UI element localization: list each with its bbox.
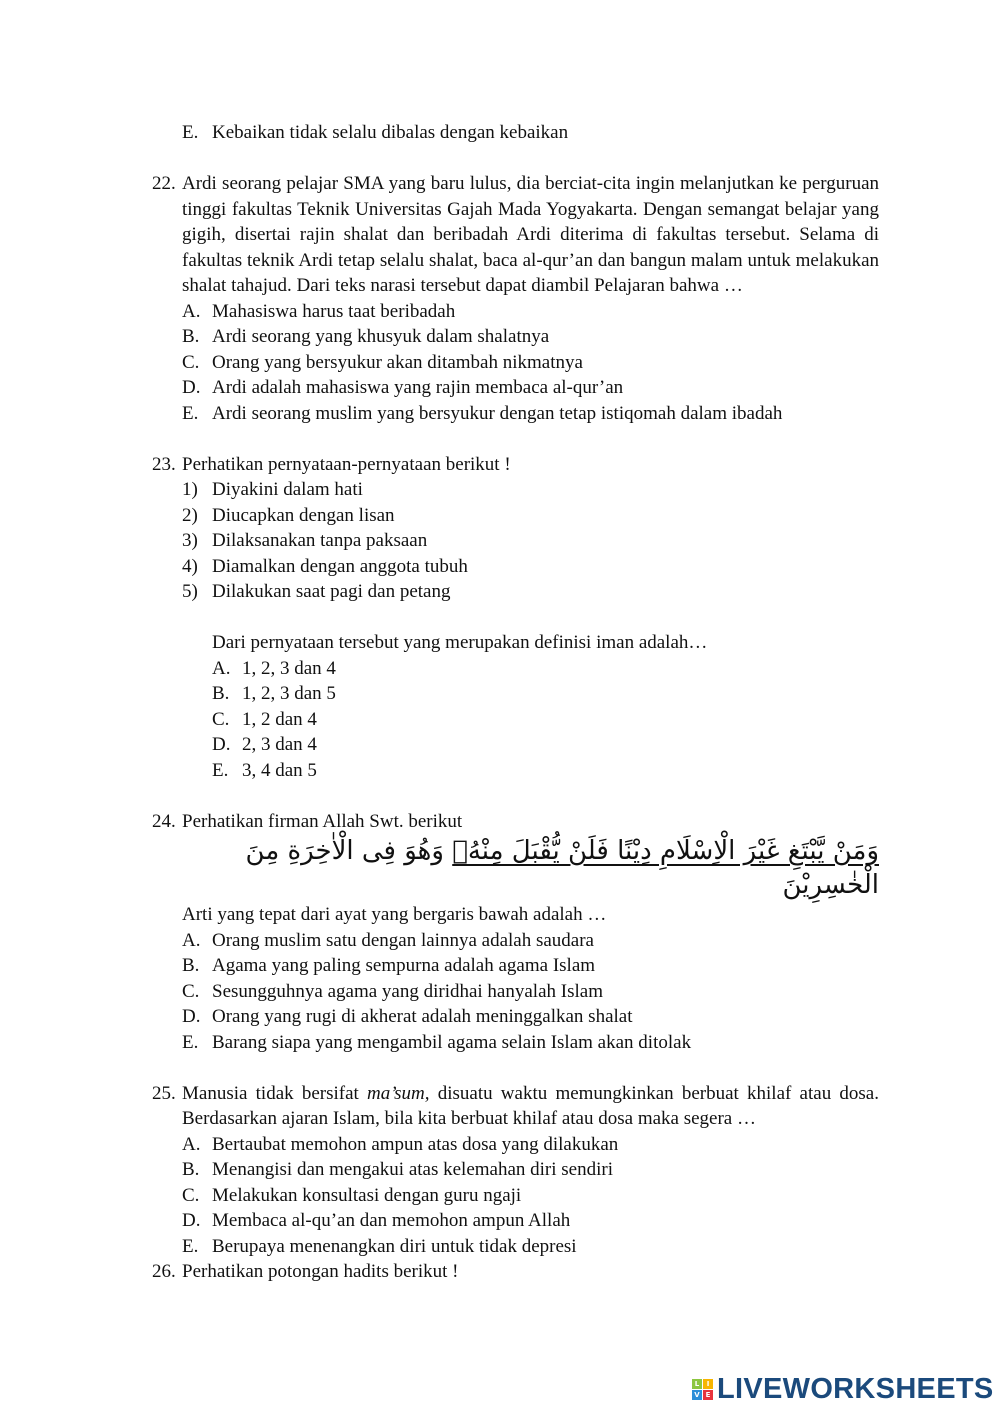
option: C. Orang yang bersyukur akan ditambah nikmatnya [182, 351, 583, 373]
option-text: Kebaikan tidak selalu dibalas dengan kebaikan [212, 122, 569, 143]
option: E. Ardi seorang muslim yang bersyukur dengan tetap istiqomah dalam ibadah [182, 402, 783, 424]
question-25: 25. Manusia tidak bersifat ma’sum, disuatu waktu memungkinkan berbuat khilaf atau dosa. Berdasarkan ajaran Islam, bila kita berbuat khilaf atau dosa maka segera … [152, 1082, 879, 1129]
option: E. Berupaya menenangkan diri untuk tidak depresi [182, 1235, 577, 1257]
quran-verse: وَمَنْ يَّبْتَغِ غَيْرَ الْاِسْلَامِ دِيْنًا فَلَنْ يُّقْبَلَ مِنْهُۚ وَهُوَ فِى الْاٰخِرَةِ مِنَ الْخٰسِرِيْنَ [245, 836, 879, 900]
option: A. 1, 2, 3 dan 4 [212, 657, 336, 679]
option: E. Barang siapa yang mengambil agama selain Islam akan ditolak [182, 1031, 692, 1053]
question-26: 26. Perhatikan potongan hadits berikut ! [152, 1261, 459, 1282]
option: D. Ardi adalah mahasiswa yang rajin membaca al-qur’an [182, 377, 624, 398]
option: D. Orang yang rugi di akherat adalah meninggalkan shalat [182, 1006, 633, 1027]
q23-options [152, 656, 879, 784]
option: C. Melakukan konsultasi dengan guru ngaji [182, 1184, 522, 1206]
question-text: Ardi seorang pelajar SMA yang baru lulus, dia berciat-cita ingin melanjutkan ke perguruan tinggi fakultas Teknik Universitas Gajah Mada Yogyakarta. Dengan semangat belajar yang gigih, disertai rajin shalat dan beribadah Ardi diterima di fakultas tersebut. Selama di fakultas teknik Ardi tetap selalu shalat, baca al-qur’an dan bangun malam untuk melakukan shalat tahajud. Dari teks narasi tersebut dapat diambil Pelajaran bahwa … [182, 173, 879, 296]
q22-options [152, 299, 879, 427]
question-23: 23. Perhatikan pernyataan-pernyataan berikut ! [152, 453, 511, 475]
statement: 5) Dilakukan saat pagi dan petang [182, 581, 451, 602]
q24-question: Arti yang tepat dari ayat yang bergaris bawah adalah … [182, 904, 607, 925]
statement: 4) Diamalkan dengan anggota tubuh [182, 555, 468, 577]
option: E. 3, 4 dan 5 [212, 759, 317, 781]
question-22 [152, 171, 879, 299]
option: A. Bertaubat memohon ampun atas dosa yang dilakukan [182, 1133, 619, 1155]
option: A. Mahasiswa harus taat beribadah [182, 300, 456, 322]
q23-statements [152, 477, 879, 605]
statement: 3) Dilaksanakan tanpa paksaan [182, 530, 428, 551]
underlined-verse: وَمَنْ يَّبْتَغِ غَيْرَ الْاِسْلَامِ دِيْنًا فَلَنْ يُّقْبَلَ مِنْهُۚ [452, 836, 879, 866]
q25-options [152, 1132, 879, 1260]
option: B. Menangisi dan mengakui atas kelemahan diri sendiri [182, 1159, 613, 1180]
question-number: 22. [152, 173, 176, 194]
option: C. 1, 2 dan 4 [212, 708, 317, 730]
option: D. Membaca al-qu’an dan memohon ampun Allah [182, 1210, 571, 1231]
option-label: E. [182, 122, 199, 143]
statement: 1) Diyakini dalam hati [182, 479, 363, 500]
option: B. Ardi seorang yang khusyuk dalam shalatnya [182, 326, 550, 347]
option: B. 1, 2, 3 dan 5 [212, 683, 336, 704]
worksheet-page [152, 120, 879, 1285]
option: A. Orang muslim satu dengan lainnya adalah saudara [182, 929, 594, 951]
option: B. Agama yang paling sempurna adalah agama Islam [182, 955, 596, 976]
logo-text: LIVEWORKSHEETS [717, 1373, 994, 1405]
option: C. Sesungguhnya agama yang diridhai hanyalah Islam [182, 980, 603, 1002]
option: D. 2, 3 dan 4 [212, 734, 317, 755]
q24-options [152, 928, 879, 1056]
logo-icon: L I V E [692, 1379, 713, 1400]
statement: 2) Diucapkan dengan lisan [182, 504, 395, 526]
liveworksheets-logo [692, 1373, 994, 1406]
question-24: 24. Perhatikan firman Allah Swt. berikut [152, 810, 463, 832]
q21-option-e [152, 120, 879, 146]
q23-question: Dari pernyataan tersebut yang merupakan definisi iman adalah… [212, 632, 708, 653]
